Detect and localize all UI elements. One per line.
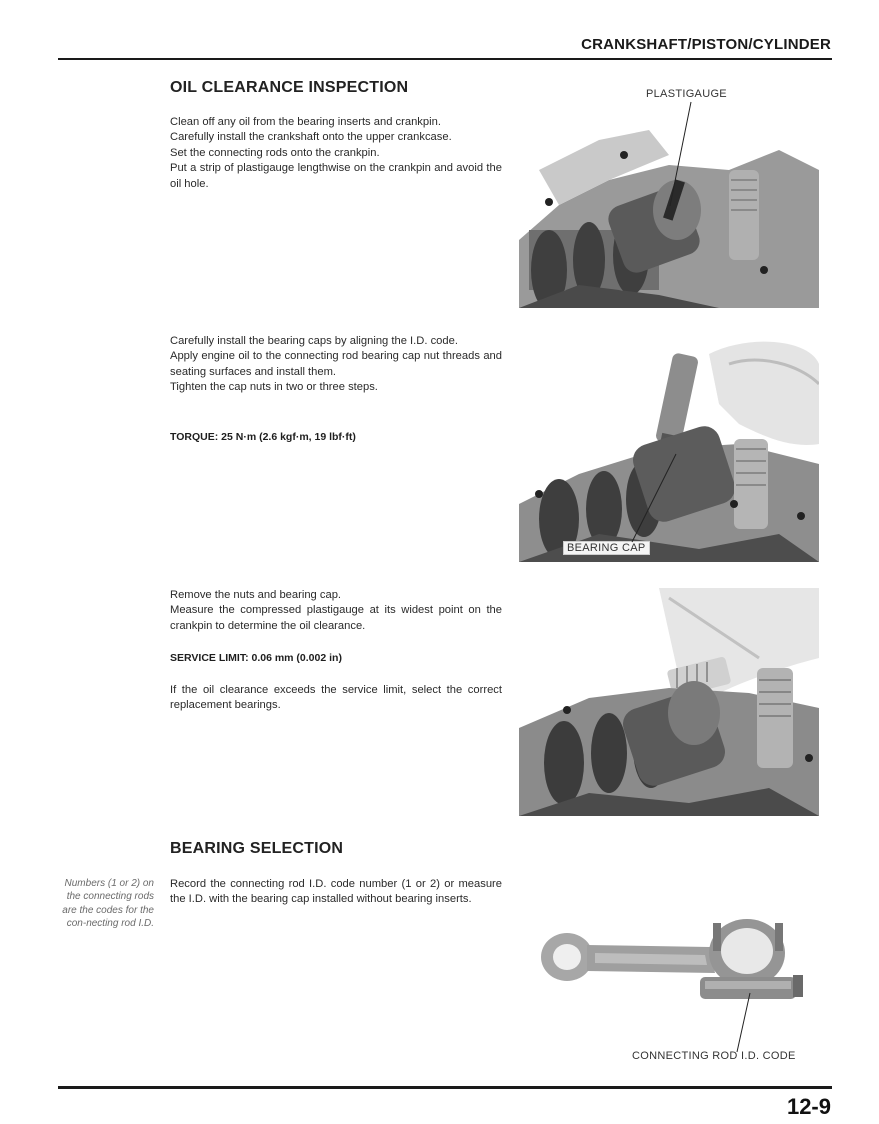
step-measure-plastigauge: Measure the compressed plastigauge at its widest point on the crankpin to determine the oil clearance. [170, 604, 502, 632]
step-apply-oil: Apply engine oil to the connecting rod bearing cap nut threads and seating surfaces and install them. [170, 350, 502, 378]
step-align-caps: Carefully install the bearing caps by aligning the I.D. code. [170, 335, 458, 347]
step-tighten-nuts: Tighten the cap nuts in two or three steps. [170, 381, 378, 394]
oil-clearance-heading: OIL CLEARANCE INSPECTION [170, 79, 409, 96]
step-plastigauge-strip: Put a strip of plastigauge lengthwise on the crankpin and avoid the oil hole. [170, 162, 502, 190]
step-clean: Clean off any oil from the bearing inserts and crankpin. [170, 116, 441, 128]
label-plastigauge: PLASTIGAUGE [646, 88, 727, 100]
page-header-title: CRANKSHAFT/PISTON/CYLINDER [581, 36, 831, 53]
photo-measure-plastigauge [519, 588, 819, 816]
rod-code-leader-line [732, 990, 762, 1055]
paragraph-replace-bearings: If the oil clearance exceeds the service limit, select the correct replacement bearings. [170, 684, 502, 712]
step-install-crankshaft: Carefully install the crankshaft onto the upper crankcase. [170, 131, 452, 144]
step-remove-cap: Remove the nuts and bearing cap. [170, 589, 342, 601]
plastigauge-leader-line [660, 100, 700, 210]
page-number: 12-9 [786, 1094, 831, 1119]
photo-connecting-rod [535, 915, 810, 1010]
paragraph-install-caps [170, 334, 502, 396]
bearing-selection-heading: BEARING SELECTION [170, 840, 344, 857]
paragraph-measure [170, 588, 502, 634]
step-set-rods: Set the connecting rods onto the crankpin. [170, 146, 380, 159]
footer-rule [58, 1086, 832, 1089]
bearing-cap-leader-line [628, 450, 688, 545]
label-connecting-rod-id-code: CONNECTING ROD I.D. CODE [632, 1050, 796, 1062]
header-rule [58, 58, 832, 60]
torque-spec: TORQUE: 25 N·m (2.6 kgf·m, 19 lbf·ft) [170, 431, 356, 443]
paragraph-record-id-code: Record the connecting rod I.D. code number (1 or 2) or measure the I.D. with the bearing cap installed without bearing inserts. [170, 878, 502, 906]
side-note: Numbers (1 or 2) on the connecting rods are the codes for the con-necting rod I.D. [62, 878, 154, 930]
service-limit-spec: SERVICE LIMIT: 0.06 mm (0.002 in) [170, 652, 342, 664]
label-bearing-cap: BEARING CAP [563, 541, 650, 555]
paragraph-prepare-crankpin [170, 115, 502, 192]
